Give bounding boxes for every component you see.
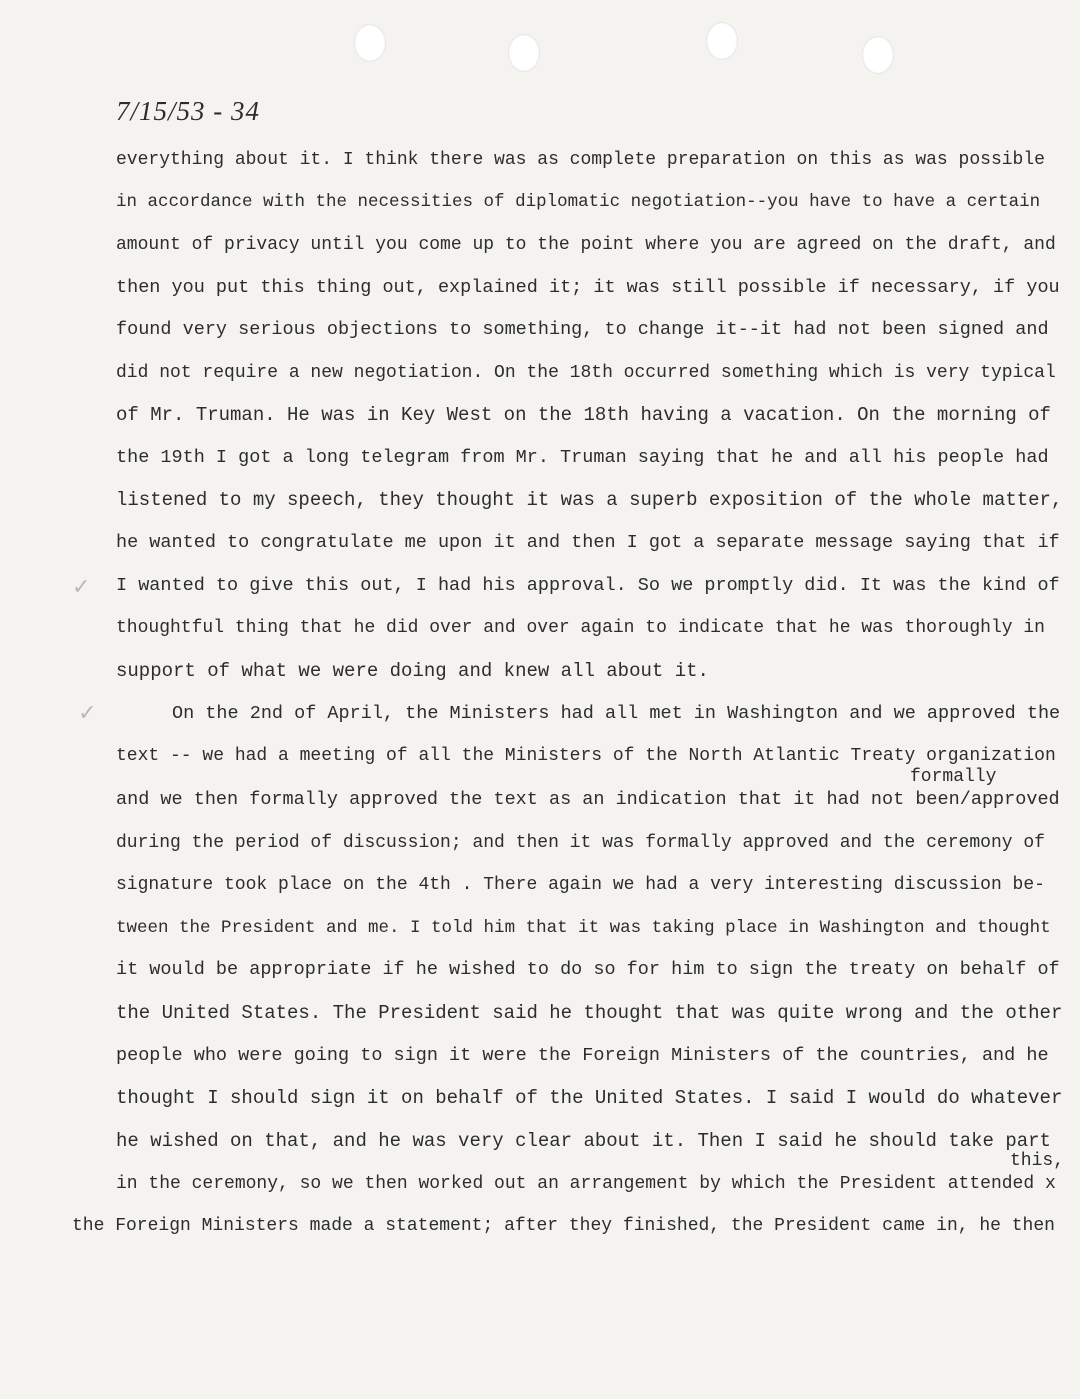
text-line-12: thoughtful thing that he did over and over again to indicate that he was thoroughly in [116,618,1045,638]
text-line-9: listened to my speech, they thought it was a superb exposition of the whole matter, [116,489,1063,511]
text-line-22: people who were going to sign it were the Foreign Ministers of the countries, and he [116,1045,1049,1066]
text-line-25: in the ceremony, so we then worked out an arrangement by which the President attended x [116,1174,1056,1194]
text-line-26: the Foreign Ministers made a statement; after they finished, the President came in, he then [72,1216,1055,1236]
interlineation-formally: formally [910,767,997,787]
punch-hole-2 [508,34,540,72]
text-line-20: it would be appropriate if he wished to do so for him to sign the treaty on behalf of [116,959,1060,980]
text-line-2: in accordance with the necessities of diplomatic negotiation--you have to have a certain [116,192,1041,212]
text-line-16: and we then formally approved the text as an indication that it had not been/approved [116,789,1060,810]
text-line-1: everything about it. I think there was as complete preparation on this as was possible [116,150,1045,170]
text-line-7: of Mr. Truman. He was in Key West on the 18th having a vacation. On the morning of [116,404,1051,426]
text-line-23: thought I should sign it on behalf of the United States. I said I would do whatever [116,1087,1063,1109]
text-line-15: text -- we had a meeting of all the Ministers of the North Atlantic Treaty organization [116,746,1056,766]
text-line-21: the United States. The President said he thought that was quite wrong and the other [116,1002,1063,1024]
page-identifier: 7/15/53 - 34 [116,96,260,126]
text-line-11: I wanted to give this out, I had his approval. So we promptly did. It was the kind of [116,575,1060,596]
text-line-3: amount of privacy until you come up to the point where you are agreed on the draft, and [116,235,1056,255]
text-line-6: did not require a new negotiation. On the 18th occurred something which is very typical [116,363,1056,383]
text-line-14: On the 2nd of April, the Ministers had all met in Washington and we approved the [172,703,1061,724]
text-line-24: he wished on that, and he was very clear about it. Then I said he should take part [116,1130,1051,1152]
text-line-17: during the period of discussion; and then it was formally approved and the ceremony of [116,833,1045,853]
punch-hole-4 [862,36,894,74]
interlineation-this: this, [1010,1151,1065,1171]
punch-hole-3 [706,22,738,60]
text-line-19: tween the President and me. I told him that it was taking place in Washington and thought [116,918,1051,938]
text-line-18: signature took place on the 4th . There again we had a very interesting discussion be- [116,875,1045,895]
text-line-10: he wanted to congratulate me upon it and then I got a separate message saying that if [116,532,1060,553]
text-line-5: found very serious objections to something, to change it--it had not been signed and [116,319,1049,340]
margin-check-mark-1: ✓ [72,574,91,599]
text-line-13: support of what we were doing and knew all about it. [116,660,709,682]
text-line-4: then you put this thing out, explained it; it was still possible if necessary, if you [116,277,1060,298]
text-line-8: the 19th I got a long telegram from Mr. Truman saying that he and all his people had [116,447,1049,468]
margin-check-mark-2: ✓ [78,700,97,725]
punch-hole-1 [354,24,386,62]
